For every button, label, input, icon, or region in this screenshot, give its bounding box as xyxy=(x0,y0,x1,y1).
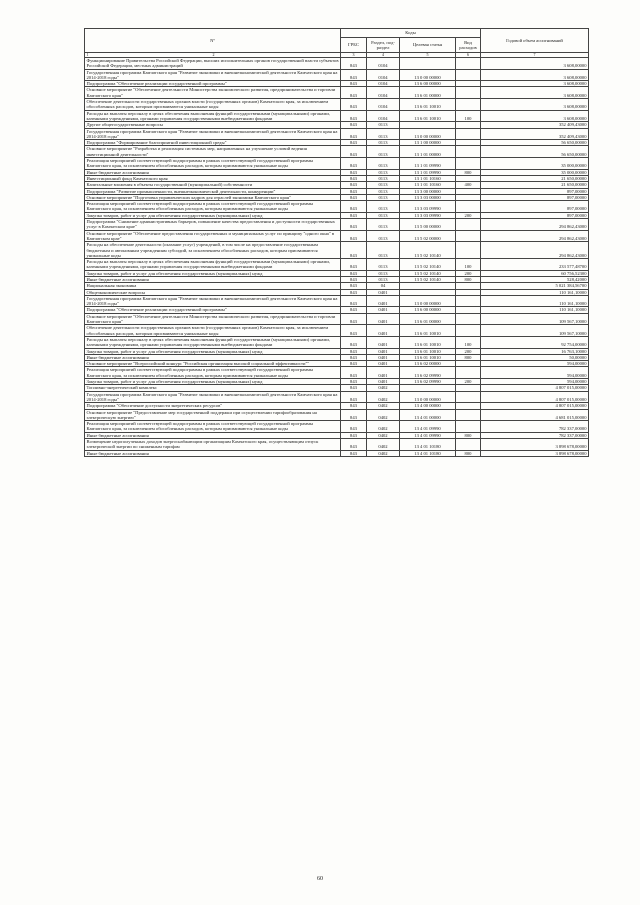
row-target-article: 13 6 01 00000 xyxy=(400,87,456,99)
row-section: 0401 xyxy=(367,295,400,307)
table-row xyxy=(85,128,589,140)
table-row xyxy=(85,158,589,170)
row-target-article: 13 0 00 00000 xyxy=(400,295,456,307)
row-sum: 56 650,00000 xyxy=(481,140,589,146)
row-section: 0402 xyxy=(367,432,400,438)
row-grbs: 843 xyxy=(341,283,367,289)
row-section: 0113 xyxy=(367,158,400,170)
row-target-article: 13 6 02 09990 xyxy=(400,367,456,379)
table-row xyxy=(85,69,589,81)
table-row xyxy=(85,336,589,348)
row-target-article: 13 5 00 00000 xyxy=(400,219,456,231)
header-num-target: 5 xyxy=(400,53,456,58)
row-expense-type xyxy=(456,201,481,213)
row-name: Топливно-энергетический комплекс xyxy=(85,385,341,391)
row-target-article: 13 5 02 00000 xyxy=(400,230,456,242)
table-body xyxy=(85,58,589,457)
row-target-article: 13 4 01 10180 xyxy=(400,439,456,451)
row-name: Основное мероприятие "Разработка и реализация системных мер, направленных на улучшение условий ведения инвестиционной деятельности" xyxy=(85,146,341,158)
row-grbs: 843 xyxy=(341,403,367,409)
row-section: 04 xyxy=(367,283,400,289)
row-grbs: 843 xyxy=(341,367,367,379)
row-grbs: 843 xyxy=(341,201,367,213)
row-section: 0113 xyxy=(367,212,400,218)
row-section: 0104 xyxy=(367,87,400,99)
row-expense-type xyxy=(456,242,481,259)
row-grbs: 843 xyxy=(341,270,367,276)
row-name: Общеэкономические вопросы xyxy=(85,289,341,295)
row-name: Закупка товаров, работ и услуг для обеспечения государственных (муниципальных) нужд xyxy=(85,379,341,385)
row-grbs: 843 xyxy=(341,379,367,385)
row-name: Инвестиционный фонд Камчатского края xyxy=(85,175,341,181)
row-target-article: 13 4 01 09990 xyxy=(400,421,456,433)
row-section: 0113 xyxy=(367,219,400,231)
table-row xyxy=(85,230,589,242)
row-sum: 60 756,52300 xyxy=(481,270,589,276)
row-expense-type: 100 xyxy=(456,259,481,271)
row-sum: 594,00000 xyxy=(481,367,589,379)
row-name: Подпрограмма "Обеспечение реализации государственной программы" xyxy=(85,307,341,313)
row-expense-type xyxy=(456,391,481,403)
row-sum: 897,00000 xyxy=(481,194,589,200)
row-name: Основное мероприятие "Обеспечение предоставления государственных и муниципальных услуг по принципу "одного окна" в Камчатском крае" xyxy=(85,230,341,242)
row-name: Подпрограмма "Развитие промышленности, внешнеэкономической деятельности, конкуренции" xyxy=(85,188,341,194)
row-grbs: 843 xyxy=(341,175,367,181)
row-section: 0113 xyxy=(367,230,400,242)
row-expense-type xyxy=(456,58,481,70)
row-expense-type xyxy=(456,158,481,170)
row-grbs: 843 xyxy=(341,385,367,391)
row-section: 0402 xyxy=(367,385,400,391)
row-name: Закупка товаров, работ и услуг для обеспечения государственных (муниципальных) нужд xyxy=(85,270,341,276)
row-expense-type xyxy=(456,313,481,325)
row-grbs: 843 xyxy=(341,313,367,325)
row-expense-type xyxy=(456,146,481,158)
row-target-article: 13 5 02 10140 xyxy=(400,270,456,276)
row-sum: 594,00000 xyxy=(481,361,589,367)
row-name: Закупка товаров, работ и услуг для обеспечения государственных (муниципальных) нужд xyxy=(85,348,341,354)
row-target-article: 13 1 01 09990 xyxy=(400,158,456,170)
row-target-article: 13 5 02 10140 xyxy=(400,276,456,282)
row-target-article: 13 4 01 10180 xyxy=(400,450,456,456)
row-name: Основное мероприятие "Всероссийский конкурс "Российская организация высокой социальной эффективности"" xyxy=(85,361,341,367)
row-sum: 4 681 015,00000 xyxy=(481,409,589,421)
row-grbs: 843 xyxy=(341,128,367,140)
row-section: 0401 xyxy=(367,307,400,313)
table-row xyxy=(85,146,589,158)
row-target-article: 13 3 03 09990 xyxy=(400,201,456,213)
row-target-article: 13 4 00 00000 xyxy=(400,403,456,409)
row-sum: 3 608,00000 xyxy=(481,58,589,70)
row-target-article: 13 5 02 10140 xyxy=(400,242,456,259)
row-grbs: 843 xyxy=(341,391,367,403)
row-name: Иные бюджетные ассигнования xyxy=(85,169,341,175)
header-target-article: Целевая статья xyxy=(400,38,456,53)
row-target-article: 13 1 00 00000 xyxy=(400,140,456,146)
row-sum: 16 763,10000 xyxy=(481,348,589,354)
row-grbs: 843 xyxy=(341,87,367,99)
table-row xyxy=(85,110,589,122)
row-section: 0402 xyxy=(367,409,400,421)
row-section: 0401 xyxy=(367,379,400,385)
header-codes: Коды xyxy=(341,29,481,38)
row-sum: 294 862,43000 xyxy=(481,230,589,242)
row-expense-type: 200 xyxy=(456,212,481,218)
row-name: Реализация мероприятий соответствующей подпрограммы в рамках соответствующей государственной программы Камчатского края, за исключением обособленных расходов, которым присваиваются уникальные коды xyxy=(85,421,341,433)
row-sum: 782 337,00000 xyxy=(481,421,589,433)
row-name: Подпрограмма "Формирование благоприятной инвестиционной среды" xyxy=(85,140,341,146)
row-section: 0104 xyxy=(367,69,400,81)
row-section: 0113 xyxy=(367,194,400,200)
row-name: Подпрограмма "Обеспечение реализации государственной программы" xyxy=(85,81,341,87)
row-grbs: 843 xyxy=(341,325,367,337)
row-section: 0104 xyxy=(367,99,400,111)
row-expense-type: 800 xyxy=(456,450,481,456)
row-name: Реализация мероприятий соответствующей подпрограммы в рамках соответствующей государственной программы Камчатского края, за исключением обособленных расходов, которым присваиваются уникальные коды xyxy=(85,158,341,170)
row-grbs: 843 xyxy=(341,336,367,348)
row-sum: 528,42000 xyxy=(481,276,589,282)
row-sum: 294 862,43000 xyxy=(481,242,589,259)
row-target-article: 13 6 01 10010 xyxy=(400,99,456,111)
table-row xyxy=(85,201,589,213)
table-row xyxy=(85,325,589,337)
row-expense-type xyxy=(456,87,481,99)
row-section: 0104 xyxy=(367,81,400,87)
row-sum: 3 608,00000 xyxy=(481,87,589,99)
row-name: Подпрограмма "Обеспечение доступности энергетических ресурсов" xyxy=(85,403,341,409)
row-grbs: 843 xyxy=(341,242,367,259)
row-grbs: 843 xyxy=(341,212,367,218)
row-name: Другие общегосударственные вопросы xyxy=(85,122,341,128)
row-section: 0113 xyxy=(367,201,400,213)
row-expense-type: 800 xyxy=(456,276,481,282)
row-sum: 3 898 678,00000 xyxy=(481,450,589,456)
row-expense-type xyxy=(456,99,481,111)
row-section: 0113 xyxy=(367,128,400,140)
table-row xyxy=(85,421,589,433)
row-section: 0104 xyxy=(367,110,400,122)
row-sum: 594,00000 xyxy=(481,379,589,385)
row-name: Национальная экономика xyxy=(85,283,341,289)
row-expense-type xyxy=(456,128,481,140)
row-target-article: 13 1 01 09990 xyxy=(400,169,456,175)
table-row xyxy=(85,87,589,99)
row-grbs: 843 xyxy=(341,140,367,146)
row-sum: 110 161,10000 xyxy=(481,295,589,307)
header-name: Nº xyxy=(85,29,341,53)
row-name: Государственная программа Камчатского края "Развитие экономики и внешнеэкономической деятельности Камчатского края на 2014-2018 годы" xyxy=(85,391,341,403)
row-section: 0401 xyxy=(367,325,400,337)
row-sum: 50,00000 xyxy=(481,354,589,360)
row-target-article: 13 6 01 10010 xyxy=(400,110,456,122)
header-num-name-center: 2 xyxy=(212,52,215,57)
row-target-article: 13 0 00 00000 xyxy=(400,128,456,140)
row-name: Функционирование Правительства Российской Федерации, высших исполнительных органов государственной власти субъектов Российской Федерации, местных администраций xyxy=(86,58,339,69)
row-target-article: 13 6 01 10010 xyxy=(400,325,456,337)
row-sum: 3 608,00000 xyxy=(481,69,589,81)
row-name: Основное мероприятие "Обеспечение деятельности Министерства экономического развития, предпринимательства и торговли Камчатского края" xyxy=(85,87,341,99)
table-row xyxy=(85,219,589,231)
row-sum: 109 567,10000 xyxy=(481,313,589,325)
row-sum: 4 807 015,00000 xyxy=(481,385,589,391)
row-section: 0113 xyxy=(367,188,400,194)
row-section: 0401 xyxy=(367,354,400,360)
table-row xyxy=(85,295,589,307)
row-name: Иные бюджетные ассигнования xyxy=(85,354,341,360)
row-expense-type xyxy=(456,421,481,433)
row-target-article: 13 3 03 09990 xyxy=(400,212,456,218)
row-grbs: 843 xyxy=(341,354,367,360)
table-row xyxy=(85,450,589,456)
row-expense-type xyxy=(456,409,481,421)
row-expense-type xyxy=(456,439,481,451)
row-section: 0402 xyxy=(367,391,400,403)
row-name: Основное мероприятие "Обеспечение деятельности Министерства экономического развития, предпринимательства и торговли Камчатского края" xyxy=(85,313,341,325)
row-grbs: 843 xyxy=(341,307,367,313)
row-section: 0113 xyxy=(367,122,400,128)
row-sum: 782 337,00000 xyxy=(481,432,589,438)
row-expense-type: 100 xyxy=(456,336,481,348)
row-grbs: 843 xyxy=(341,188,367,194)
row-name: Обеспечение деятельности государственных органов власти (государственных органов) Камчатского края, за исключением обособленных расходов, которым присваиваются уникальные коды xyxy=(85,99,341,111)
row-name: Закупка товаров, работ и услуг для обеспечения государственных (муниципальных) нужд xyxy=(85,212,341,218)
header-num-type: 6 xyxy=(456,53,481,58)
row-target-article xyxy=(400,58,456,70)
table-row xyxy=(85,409,589,421)
row-name: Расходы на выплаты персоналу в целях обеспечения выполнения функций государственными (муниципальными) органами, казенными учреждениями, органами управления государственными внебюджетными фондами xyxy=(85,336,341,348)
budget-table xyxy=(84,28,589,457)
row-section: 0113 xyxy=(367,182,400,188)
row-grbs: 843 xyxy=(341,182,367,188)
row-sum: 4 807 015,00000 xyxy=(481,391,589,403)
row-grbs: 843 xyxy=(341,439,367,451)
row-target-article: 13 1 01 10160 xyxy=(400,175,456,181)
row-name: Иные бюджетные ассигнования xyxy=(85,276,341,282)
row-grbs: 843 xyxy=(341,421,367,433)
header-num-grbs: 3 xyxy=(341,53,367,58)
row-name: Возмещение недополученных доходов энергоснабжающим организациям Камчатского края, осуществляющим отпуск электрической энергии по сниженным тарифам xyxy=(85,439,341,451)
row-grbs: 843 xyxy=(341,259,367,271)
row-section: 0113 xyxy=(367,140,400,146)
row-sum: 21 650,00000 xyxy=(481,182,589,188)
row-target-article: 13 6 02 09990 xyxy=(400,379,456,385)
row-name: Обеспечение деятельности государственных органов власти (государственных органов) Камчатского края, за исключением обособленных расходов, которым присваиваются уникальные коды xyxy=(85,325,341,337)
row-target-article: 13 5 02 10140 xyxy=(400,259,456,271)
row-grbs: 843 xyxy=(341,122,367,128)
row-expense-type: 200 xyxy=(456,270,481,276)
row-target-article: 13 6 00 00000 xyxy=(400,81,456,87)
header-num-section: 4 xyxy=(367,53,400,58)
row-name: Подпрограмма "Снижение административных барьеров, повышение качества предоставления и доступности государственных услуг в Камчатском крае" xyxy=(85,219,341,231)
row-expense-type xyxy=(456,295,481,307)
table-row xyxy=(85,313,589,325)
row-name: Государственная программа Камчатского края "Развитие экономики и внешнеэкономической деятельности Камчатского края на 2014-2018 годы" xyxy=(85,128,341,140)
table-row xyxy=(85,99,589,111)
row-section: 0401 xyxy=(367,336,400,348)
row-sum: 294 862,43000 xyxy=(481,219,589,231)
header-expense-type: Вид расходов xyxy=(456,38,481,53)
row-sum: 21 650,00000 xyxy=(481,175,589,181)
table-row xyxy=(85,391,589,403)
row-sum: 352 409,43000 xyxy=(481,122,589,128)
row-grbs: 843 xyxy=(341,230,367,242)
row-grbs: 843 xyxy=(341,450,367,456)
row-sum: 5 021 384,56700 xyxy=(481,283,589,289)
row-grbs: 843 xyxy=(341,158,367,170)
row-sum: 352 409,43000 xyxy=(481,128,589,140)
row-section: 0402 xyxy=(367,403,400,409)
row-expense-type xyxy=(456,230,481,242)
row-target-article: 13 6 01 10010 xyxy=(400,336,456,348)
row-target-article: 13 6 00 00000 xyxy=(400,307,456,313)
header-num-sum: 7 xyxy=(481,53,589,58)
row-grbs: 843 xyxy=(341,194,367,200)
row-name: Расходы на выплаты персоналу в целях обеспечения выполнения функций государственными (муниципальными) органами, казенными учреждениями, органами управления государственными внебюджетными фондами xyxy=(85,259,341,271)
row-grbs: 843 xyxy=(341,99,367,111)
row-sum: 233 577,48700 xyxy=(481,259,589,271)
row-name: Расходы на выплаты персоналу в целях обеспечения выполнения функций государственными (муниципальными) органами, казенными учреждениями, органами управления государственными внебюджетными фондами xyxy=(85,110,341,122)
row-expense-type: 400 xyxy=(456,182,481,188)
row-grbs: 843 xyxy=(341,58,367,70)
row-grbs: 843 xyxy=(341,169,367,175)
row-sum: 3 898 678,00000 xyxy=(481,439,589,451)
row-expense-type: 100 xyxy=(456,110,481,122)
row-section: 0401 xyxy=(367,367,400,379)
row-expense-type: 200 xyxy=(456,348,481,354)
row-grbs: 843 xyxy=(341,432,367,438)
row-grbs: 843 xyxy=(341,219,367,231)
row-section: 0113 xyxy=(367,242,400,259)
row-name: Основное мероприятие "Подготовка управленческих кадров для отраслей экономики Камчатского края" xyxy=(85,194,341,200)
row-section: 0401 xyxy=(367,289,400,295)
table-row xyxy=(85,367,589,379)
header-sum: Годовой объем ассигнований xyxy=(481,29,589,53)
row-sum: 897,00000 xyxy=(481,188,589,194)
row-sum: 3 608,00000 xyxy=(481,110,589,122)
row-section: 0113 xyxy=(367,146,400,158)
row-sum: 897,00000 xyxy=(481,201,589,213)
row-target-article: 13 4 01 00000 xyxy=(400,409,456,421)
row-name: Основное мероприятие "Предоставление мер государственной поддержки при осуществлении тарифообразования на электрическую энергию" xyxy=(85,409,341,421)
row-target-article: 13 6 02 00000 xyxy=(400,361,456,367)
row-section: 0113 xyxy=(367,270,400,276)
row-section: 0402 xyxy=(367,450,400,456)
row-section: 0104 xyxy=(367,58,400,70)
row-sum: 92 754,00000 xyxy=(481,336,589,348)
row-section: 0113 xyxy=(367,276,400,282)
header-grbs: ГРБС xyxy=(341,38,367,53)
row-sum: 35 000,00000 xyxy=(481,169,589,175)
row-section: 0402 xyxy=(367,439,400,451)
header-section: Раздел, под-раздел xyxy=(367,38,400,53)
row-expense-type: 800 xyxy=(456,354,481,360)
row-target-article: 13 0 00 00000 xyxy=(400,391,456,403)
row-name: Государственная программа Камчатского края "Развитие экономики и внешнеэкономической деятельности Камчатского края на 2014-2018 годы" xyxy=(85,295,341,307)
row-sum: 110 161,10000 xyxy=(481,289,589,295)
row-expense-type: 800 xyxy=(456,169,481,175)
row-target-article: 13 1 01 10160 xyxy=(400,182,456,188)
row-section: 0113 xyxy=(367,259,400,271)
row-name: Реализация мероприятий соответствующей подпрограммы в рамках соответствующей государственной программы Камчатского края, за исключением обособленных расходов, которым присваиваются уникальные коды xyxy=(85,367,341,379)
row-expense-type xyxy=(456,325,481,337)
row-name: Иные бюджетные ассигнования xyxy=(85,450,341,456)
row-target-article: 13 6 01 00000 xyxy=(400,313,456,325)
row-section: 0401 xyxy=(367,313,400,325)
row-section: 0113 xyxy=(367,175,400,181)
row-grbs: 843 xyxy=(341,289,367,295)
row-grbs: 843 xyxy=(341,276,367,282)
table-row xyxy=(85,259,589,271)
row-sum: 35 000,00000 xyxy=(481,158,589,170)
row-grbs: 843 xyxy=(341,295,367,307)
row-target-article: 13 1 01 00000 xyxy=(400,146,456,158)
row-target-article: 13 0 00 00000 xyxy=(400,69,456,81)
row-expense-type: 800 xyxy=(456,432,481,438)
row-grbs: 843 xyxy=(341,146,367,158)
row-sum: 897,00000 xyxy=(481,212,589,218)
row-expense-type xyxy=(456,367,481,379)
row-grbs: 843 xyxy=(341,348,367,354)
row-name: Иные бюджетные ассигнования xyxy=(85,432,341,438)
row-name: Расходы на обеспечение деятельности (оказание услуг) учреждений, в том числе на предоставление государственным бюджетным и автономным учреждениям субсидий, за исключением обособленных расходов, которым присваиваются уникальные коды xyxy=(85,242,341,259)
row-name: Реализация мероприятий соответствующей подпрограммы в рамках соответствующей государственной программы Камчатского края, за исключением обособленных расходов, которым присваиваются уникальные коды xyxy=(85,201,341,213)
row-sum: 4 807 015,00000 xyxy=(481,403,589,409)
row-target-article: 13 6 01 10010 xyxy=(400,354,456,360)
row-sum: 56 650,00000 xyxy=(481,146,589,158)
row-expense-type xyxy=(456,69,481,81)
row-grbs: 843 xyxy=(341,81,367,87)
row-expense-type xyxy=(456,219,481,231)
row-name: Капитальные вложения в объекты государственной (муниципальной) собственности xyxy=(85,182,341,188)
table-row xyxy=(85,242,589,259)
row-target-article: 13 6 01 10010 xyxy=(400,348,456,354)
row-section: 0401 xyxy=(367,361,400,367)
row-grbs: 843 xyxy=(341,361,367,367)
row-name: Государственная программа Камчатского края "Развитие экономики и внешнеэкономической деятельности Камчатского края на 2014-2018 годы" xyxy=(85,69,341,81)
row-grbs: 843 xyxy=(341,409,367,421)
row-sum: 3 608,00000 xyxy=(481,99,589,111)
row-grbs: 843 xyxy=(341,69,367,81)
table-row xyxy=(85,58,589,70)
table-row xyxy=(85,439,589,451)
row-section: 0401 xyxy=(367,348,400,354)
row-target-article: 13 3 00 00000 xyxy=(400,188,456,194)
row-sum: 109 567,10000 xyxy=(481,325,589,337)
row-grbs: 843 xyxy=(341,110,367,122)
row-sum: 110 161,10000 xyxy=(481,307,589,313)
table-header xyxy=(85,29,589,58)
row-section: 0113 xyxy=(367,169,400,175)
page-number: 60 xyxy=(317,876,323,882)
row-sum: 3 608,00000 xyxy=(481,81,589,87)
row-target-article: 13 3 03 00000 xyxy=(400,194,456,200)
row-expense-type: 200 xyxy=(456,379,481,385)
header-num-name-left: 1 xyxy=(86,52,89,57)
row-target-article: 13 4 01 09990 xyxy=(400,432,456,438)
row-section: 0402 xyxy=(367,421,400,433)
